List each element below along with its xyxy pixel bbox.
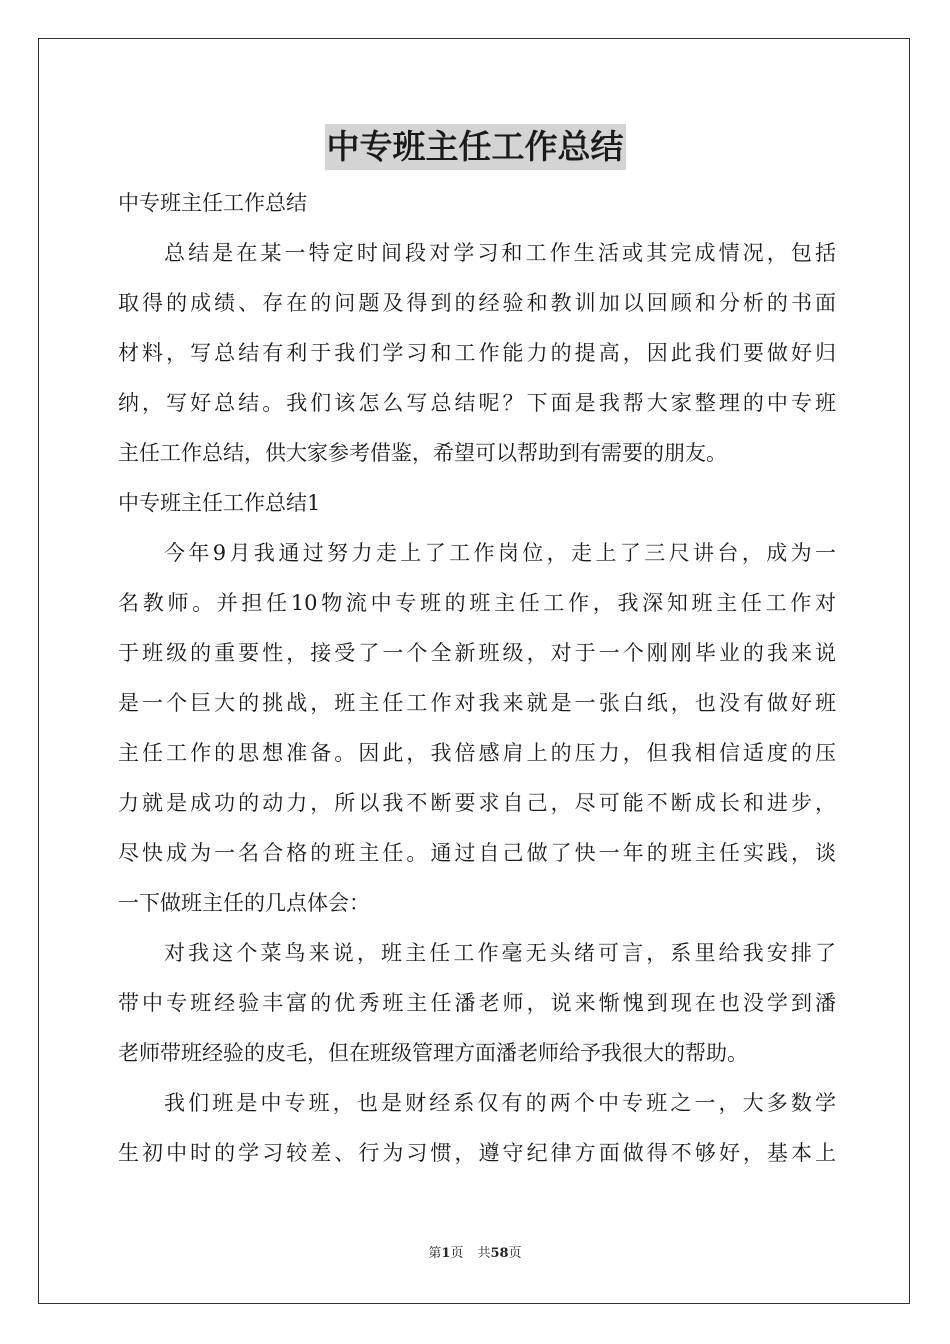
- paragraph-line: 尽快成为一名合格的班主任。通过自己做了快一年的班主任实践，谈: [118, 841, 836, 865]
- paragraph-line: 是一个巨大的挑战，班主任工作对我来就是一张白纸，也没有做好班: [118, 691, 836, 715]
- paragraph-line: 名教师。并担任10物流中专班的班主任工作，我深知班主任工作对: [118, 591, 836, 615]
- document-title: 中专班主任工作总结: [325, 124, 626, 170]
- paragraph-line: 力就是成功的动力，所以我不断要求自己，尽可能不断成长和进步，: [118, 791, 836, 815]
- total-prefix: 共: [477, 1246, 491, 1261]
- page-number: 1: [441, 1246, 451, 1261]
- paragraph-line: 我们班是中专班，也是财经系仅有的两个中专班之一，大多数学: [164, 1091, 836, 1115]
- intro-line: 纳，写好总结。我们该怎么写总结呢？下面是我帮大家整理的中专班: [118, 391, 836, 415]
- paragraph-line: 对我这个菜鸟来说，班主任工作毫无头绪可言，系里给我安排了: [164, 941, 836, 965]
- document-subtitle: 中专班主任工作总结: [118, 191, 307, 215]
- intro-line: 总结是在某一特定时间段对学习和工作生活或其完成情况，包括: [164, 241, 836, 265]
- paragraph-line: 于班级的重要性，接受了一个全新班级，对于一个刚刚毕业的我来说: [118, 641, 836, 665]
- paragraph-line: 一下做班主任的几点体会：: [118, 891, 370, 915]
- paragraph-line: 今年9月我通过努力走上了工作岗位，走上了三尺讲台，成为一: [164, 541, 836, 565]
- section-heading: 中专班主任工作总结1: [118, 491, 321, 515]
- page-prefix: 第: [428, 1246, 442, 1261]
- title-container: [0, 124, 950, 170]
- intro-line: 主任工作总结，供大家参考借鉴，希望可以帮助到有需要的朋友。: [118, 441, 727, 465]
- page-footer: [0, 1244, 950, 1264]
- paragraph-line: 带中专班经验丰富的优秀班主任潘老师，说来惭愧到现在也没学到潘: [118, 991, 836, 1015]
- total-pages: 58: [490, 1246, 509, 1261]
- paragraph-line: 老师带班经验的皮毛，但在班级管理方面潘老师给予我很大的帮助。: [118, 1041, 748, 1065]
- total-suffix: 页: [508, 1246, 522, 1261]
- document-body: [118, 178, 836, 1178]
- intro-line: 材料，写总结有利于我们学习和工作能力的提高，因此我们要做好归: [118, 341, 836, 365]
- intro-line: 取得的成绩、存在的问题及得到的经验和教训加以回顾和分析的书面: [118, 291, 836, 315]
- paragraph-line: 生初中时的学习较差、行为习惯，遵守纪律方面做得不够好，基本上: [118, 1141, 836, 1165]
- paragraph-line: 主任工作的思想准备。因此，我倍感肩上的压力，但我相信适度的压: [118, 741, 836, 765]
- page-suffix: 页: [450, 1246, 464, 1261]
